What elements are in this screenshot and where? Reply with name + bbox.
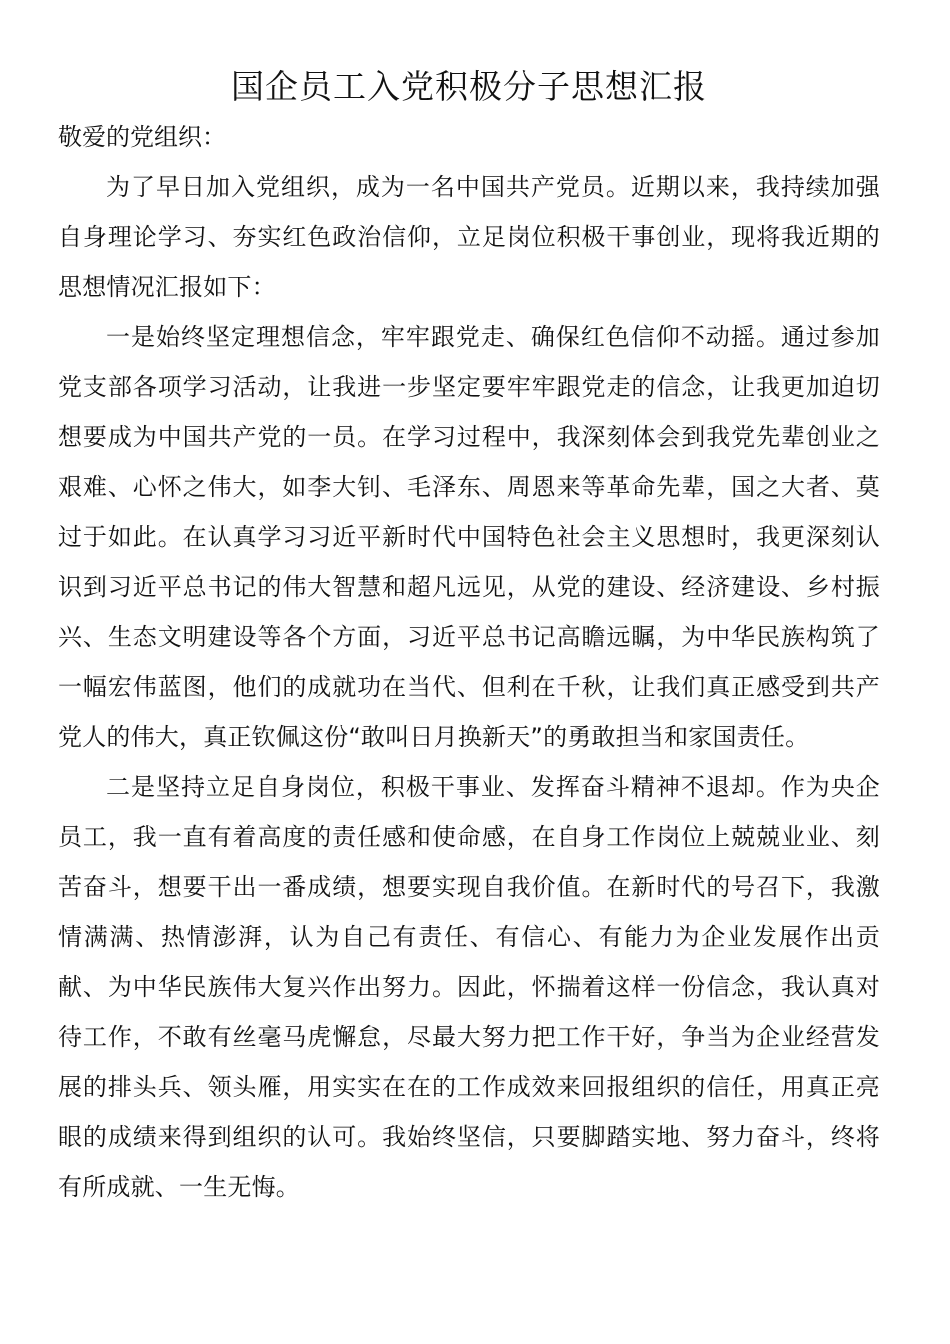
paragraph-point-one: 一是始终坚定理想信念，牢牢跟党走、确保红色信仰不动摇。通过参加党支部各项学习活动，让我进一步坚定要牢牢跟党走的信念，让我更加迫切想要成为中国共产党的一员。在学习过程中，我深刻体会到我党先辈创业之艰难、心怀之伟大，如李大钊、毛泽东、周恩来等革命先辈，国之大者、莫过于如此。在认真学习习近平新时代中国特色社会主义思想时，我更深刻认识到习近平总书记的伟大智慧和超凡远见，从党的建设、经济建设、乡村振兴、生态文明建设等各个方面，习近平总书记高瞻远瞩，为中华民族构筑了一幅宏伟蓝图，他们的成就功在当代、但利在千秋，让我们真正感受到共产党人的伟大，真正钦佩这份“敢叫日月换新天”的勇敢担当和家国责任。 xyxy=(58,323,880,751)
document-title: 国企员工入党积极分子思想汇报 xyxy=(231,67,707,106)
paragraph-intro: 为了早日加入党组织，成为一名中国共产党员。近期以来，我持续加强自身理论学习、夯实红色政治信仰，立足岗位积极干事创业，现将我近期的思想情况汇报如下： xyxy=(58,173,880,301)
salutation: 敬爱的党组织： xyxy=(58,123,226,151)
paragraph-point-two: 二是坚持立足自身岗位，积极干事业、发挥奋斗精神不退却。作为央企员工，我一直有着高度的责任感和使命感，在自身工作岗位上兢兢业业、刻苦奋斗，想要干出一番成绩，想要实现自我价值。在新时代的号召下，我激情满满、热情澎湃，认为自己有责任、有信心、有能力为企业发展作出贡献、为中华民族伟大复兴作出努力。因此，怀揣着这样一份信念，我认真对待工作，不敢有丝毫马虎懈怠，尽最大努力把工作干好，争当为企业经营发展的排头兵、领头雁，用实实在在的工作成效来回报组织的信任，用真正亮眼的成绩来得到组织的认可。我始终坚信，只要脚踏实地、努力奋斗，终将有所成就、一生无悔。 xyxy=(58,773,880,1201)
